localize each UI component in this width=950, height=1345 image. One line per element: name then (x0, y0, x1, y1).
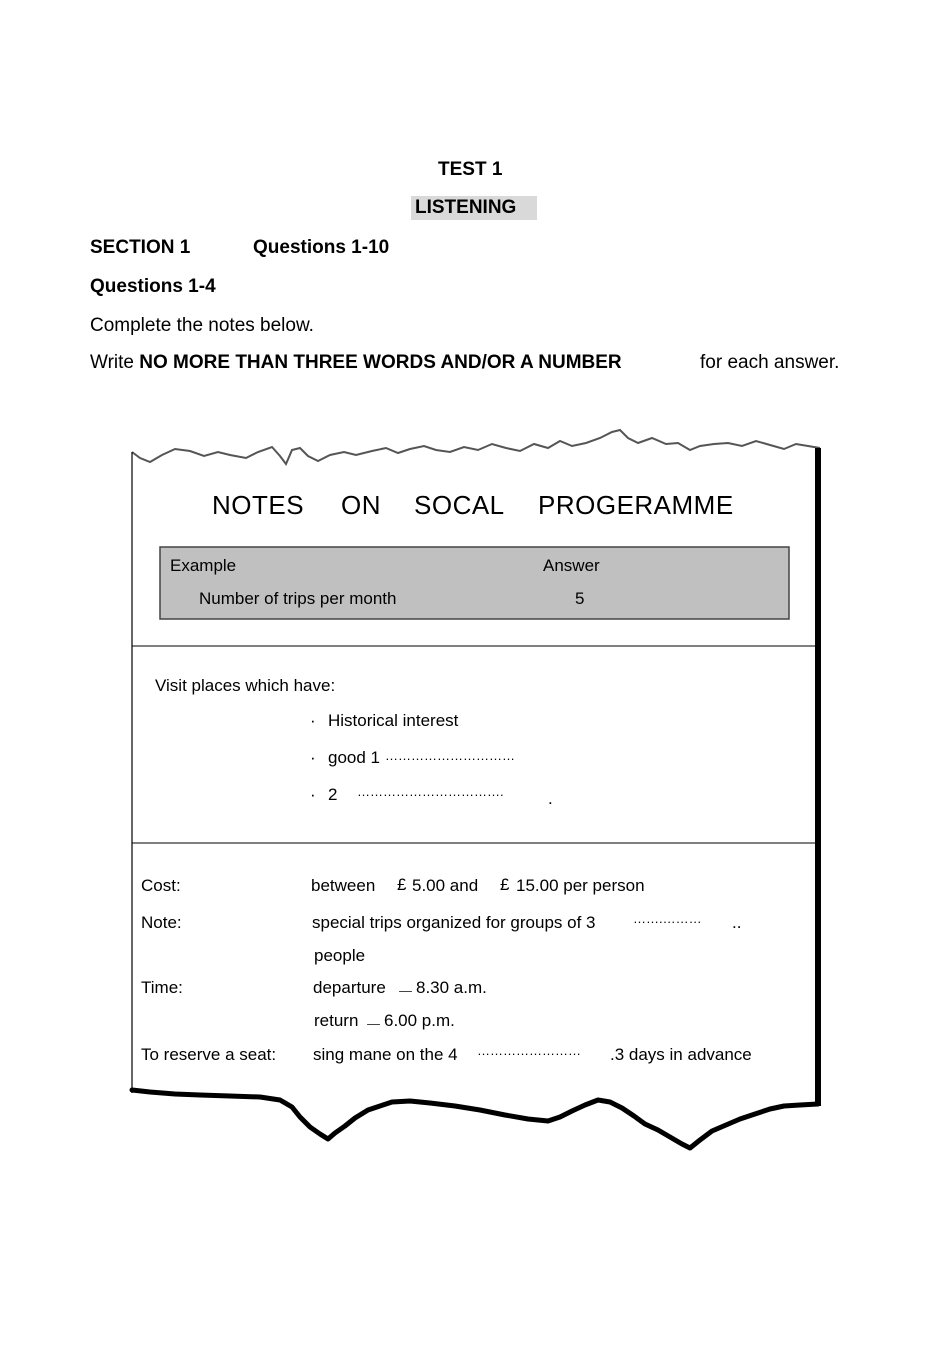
note-end: .. (732, 913, 742, 932)
return-dash: － (365, 1016, 382, 1035)
answer-label: Answer (543, 556, 600, 575)
bottom-torn-edge (132, 1090, 818, 1148)
instruction-bold: NO MORE THAN THREE WORDS AND/OR A NUMBER (139, 352, 622, 373)
cost-low: 5.00 and (412, 876, 479, 895)
notes-title-word-4: PROGERAMME (538, 490, 734, 520)
time-label: Time: (141, 978, 183, 997)
reserve-end: .3 days in advance (610, 1045, 752, 1064)
notes-title-word-3: SOCAL (414, 490, 505, 520)
section-number: SECTION 1 (90, 237, 191, 258)
bullet-3: · (310, 785, 316, 804)
note-text: special trips organized for groups of 3 (312, 913, 596, 932)
example-answer: 5 (575, 589, 585, 608)
departure-time: 8.30 a.m. (416, 978, 487, 997)
example-question: Number of trips per month (199, 589, 397, 608)
section-questions: Questions 1-10 (253, 237, 390, 258)
departure-label: departure (313, 978, 386, 997)
top-torn-edge (132, 430, 820, 464)
instruction-prefix: Write (90, 352, 134, 373)
test-title: TEST 1 (438, 159, 503, 180)
bullet-2: · (310, 748, 316, 767)
bullet-1: · (310, 711, 316, 730)
listening-label: LISTENING (411, 196, 537, 220)
departure-dash: － (397, 983, 414, 1002)
visit-intro: Visit places which have: (155, 676, 336, 695)
notes-title-word-2: ON (341, 490, 381, 520)
example-label: Example (170, 556, 237, 575)
instruction-complete: Complete the notes below. (90, 315, 314, 336)
notes-title-word-1: NOTES (212, 490, 305, 520)
cost-label: Cost: (141, 876, 181, 895)
note-label: Note: (141, 913, 182, 932)
answer-blank-3[interactable]: …….……… (633, 911, 702, 926)
answer-blank-4[interactable]: …………………… (477, 1043, 581, 1058)
cost-between: between (311, 876, 376, 895)
visit-item-2-end: . (548, 789, 553, 808)
instruction-suffix: for each answer. (700, 352, 840, 373)
visit-item-historical: Historical interest (328, 711, 459, 730)
reserve-text: sing mane on the 4 (313, 1045, 458, 1064)
pound-sign-1: £ (397, 875, 407, 894)
note-people: people (314, 946, 366, 965)
pound-sign-2: £ (500, 875, 510, 894)
answer-blank-2[interactable]: ……………………………. (357, 784, 504, 799)
reserve-label: To reserve a seat: (141, 1045, 277, 1064)
visit-item-2-number: 2 (328, 785, 338, 804)
return-time: 6.00 p.m. (384, 1011, 455, 1030)
visit-item-good: good 1 (328, 748, 380, 767)
cost-high: 15.00 per person (516, 876, 645, 895)
question-group: Questions 1-4 (90, 276, 216, 297)
return-label: return (314, 1011, 359, 1030)
answer-blank-1[interactable]: ………………………… (385, 748, 515, 763)
